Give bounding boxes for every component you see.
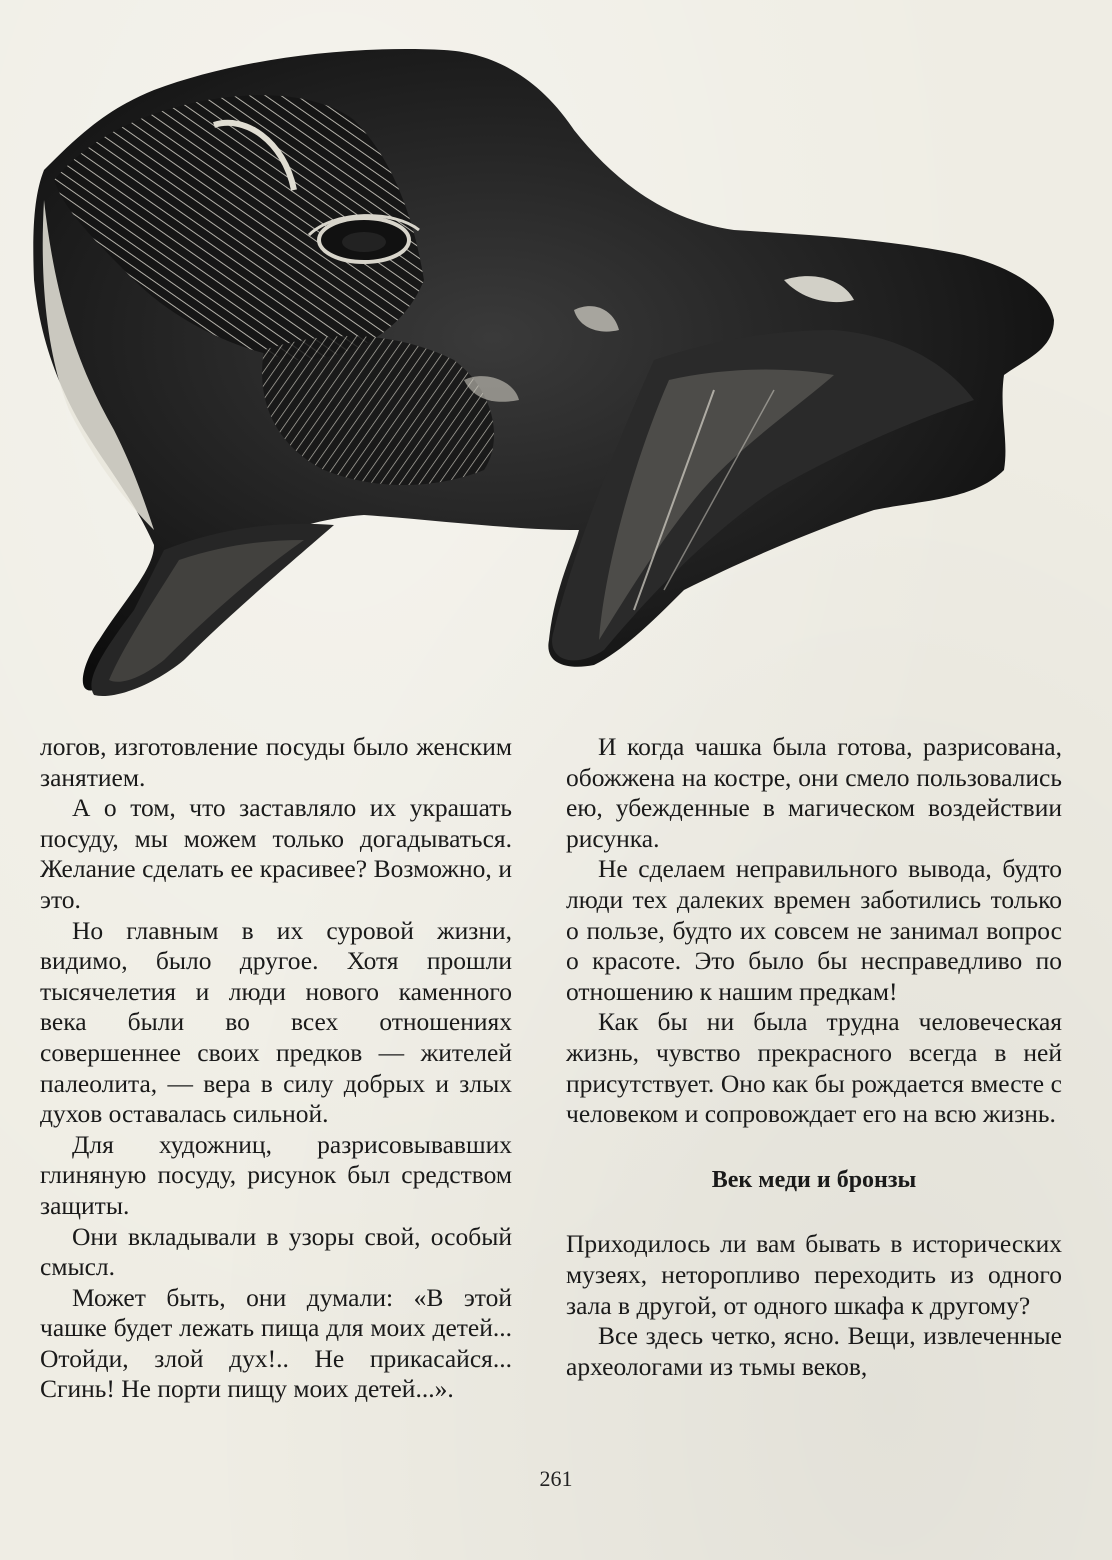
paragraph: Не сделаем неправильного вывода, будто люди тех далеких времен заботились только о пользе, будто их совсем не занимал вопрос о красоте. Это было бы несправедливо по отношению к нашим предкам!	[566, 854, 1062, 1006]
right-text-column	[566, 732, 1062, 1382]
paragraph: Но главным в их суровой жизни, видимо, было другое. Хотя прошли тысячелетия и люди нового каменного века были во всех отношениях совершеннее своих предков — жителей палеолита, — вера в силу добрых и злых духов оставалась сильной.	[40, 915, 512, 1129]
paragraph: Для художниц, разрисовывавших глиняную посуду, рисунок был средством защиты.	[40, 1129, 512, 1220]
paragraph: И когда чашка была готова, разрисована, обожжена на костре, они смело пользовались ею, убежденные в магическом воздействии рисунка.	[566, 732, 1062, 853]
section-heading: Век меди и бронзы	[711, 1166, 917, 1193]
paragraph: Приходилось ли вам бывать в исторических музеях, неторопливо переходить из одного зала в другой, от одного шкафа к другому?	[566, 1229, 1062, 1320]
paragraph: логов, изготовление посуды было женским занятием.	[40, 732, 512, 792]
paragraph: Как бы ни была трудна человеческая жизнь, чувство прекрасного всегда в ней присутствует. Оно как бы рождается вместе с человеком и сопровождает его на всю жизнь.	[566, 1007, 1062, 1129]
page-number: 261	[539, 1466, 573, 1491]
paragraph: Все здесь четко, ясно. Вещи, извлеченные археологами из тьмы веков,	[566, 1321, 1062, 1381]
paragraph: Может быть, они думали: «В этой чашке будет лежать пища для моих детей... Отойди, злой дух!.. Не прикасайся... Сгинь! Не порти пищу моих детей...».	[40, 1282, 512, 1404]
paragraph: А о том, что заставляло их украшать посуду, мы можем только догадываться. Желание сделать ее красивее? Возможно, и это.	[40, 793, 512, 914]
left-text-column	[40, 732, 512, 1405]
carved-animal-head-figurine-icon	[14, 30, 1064, 710]
paragraph: Они вкладывали в узоры свой, особый смысл.	[40, 1221, 512, 1282]
